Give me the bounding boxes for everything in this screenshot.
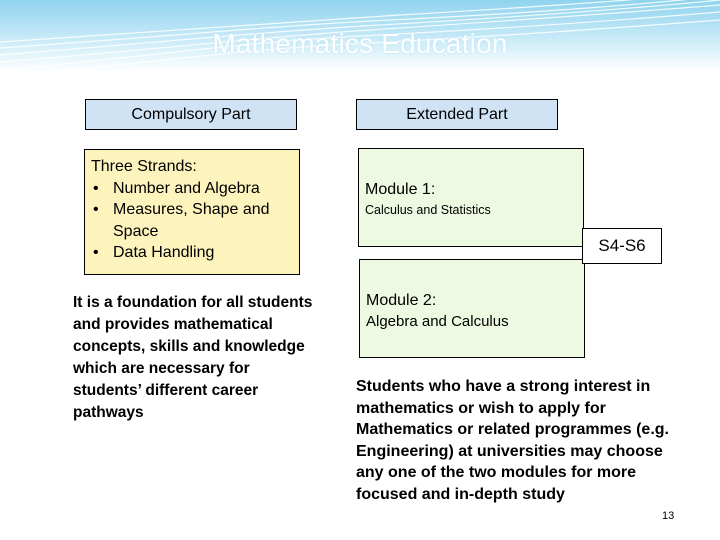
strand-item [91, 199, 299, 242]
compulsory-part-header [85, 99, 297, 130]
strand-label: Measures, Shape and Space [113, 201, 270, 240]
extended-part-label: Extended Part [406, 105, 508, 123]
strand-label: Data Handling [113, 244, 215, 261]
strand-item [91, 242, 299, 264]
module-1-title: Module 1: [365, 181, 436, 198]
compulsory-description: It is a foundation for all students and provides mathematical concepts, skills and knowledge which are necessary for students’ different career pathways [73, 294, 313, 421]
module-1-subtitle: Calculus and Statistics [365, 203, 491, 217]
extended-part-header [356, 99, 558, 130]
bullet-icon: • [93, 244, 99, 261]
extended-description: Students who have a strong interest in mathematics or wish to apply for Mathematics or related programmes (e.g. Engineering) at universities may choose any one of the two modules for more focused and in-depth study [356, 378, 669, 503]
bullet-icon: • [93, 179, 99, 197]
page-number: 13 [662, 510, 675, 522]
module-2-title: Module 2: [366, 292, 437, 309]
three-strands-box [84, 149, 300, 275]
slide-title: Mathematics Education [212, 28, 508, 59]
module-2-box [359, 259, 585, 358]
bullet-icon: • [93, 201, 99, 218]
module-2-subtitle: Algebra and Calculus [366, 313, 509, 330]
level-label: S4-S6 [598, 236, 646, 255]
strand-item [91, 178, 299, 200]
level-badge [582, 228, 662, 264]
strands-list [91, 178, 299, 264]
module-1-box [358, 148, 584, 247]
strands-title: Three Strands: [91, 158, 197, 175]
strand-label: Number and Algebra [113, 179, 260, 197]
compulsory-part-label: Compulsory Part [131, 105, 251, 123]
